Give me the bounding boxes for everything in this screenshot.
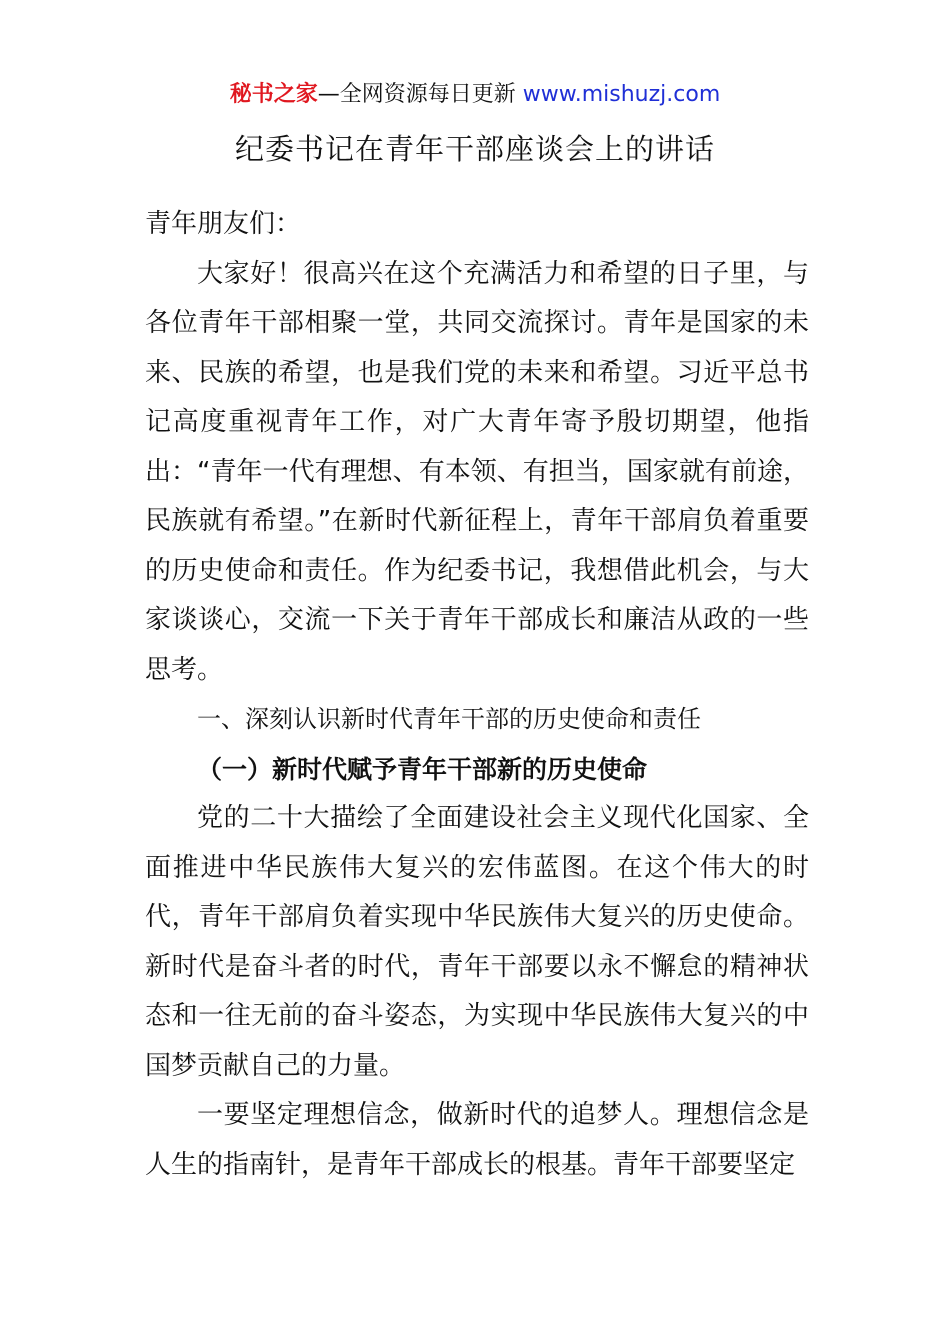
subsection-heading: （一）新时代赋予青年干部新的历史使命 — [197, 754, 648, 784]
document-body — [145, 200, 809, 1190]
salutation: 青年朋友们： — [145, 209, 302, 239]
paragraph-ideals: 一要坚定理想信念，做新时代的追梦人。理想信念是人生的指南针，是青年干部成长的根基。青年干部要坚定 — [145, 1100, 809, 1180]
paragraph-mission: 党的二十大描绘了全面建设社会主义现代化国家、全面推进中华民族伟大复兴的宏伟蓝图。在这个伟大的时代，青年干部肩负着实现中华民族伟大复兴的历史使命。新时代是奋斗者的时代，青年干部要以永不懈怠的精神状态和一往无前的奋斗姿态，为实现中华民族伟大复兴的中国梦贡献自己的力量。 — [145, 803, 809, 1081]
site-header — [0, 78, 950, 112]
site-url-link[interactable]: www.mishuzj.com — [522, 82, 721, 107]
section-heading: 一、深刻认识新时代青年干部的历史使命和责任 — [197, 705, 701, 733]
paragraph-opening: 大家好！很高兴在这个充满活力和希望的日子里，与各位青年干部相聚一堂，共同交流探讨。青年是国家的未来、民族的希望，也是我们党的未来和希望。习近平总书记高度重视青年工作，对广大青年寄予殷切期望，他指出：“青年一代有理想、有本领、有担当，国家就有前途，民族就有希望。”在新时代新征程上，青年干部肩负着重要的历史使命和责任。作为纪委书记，我想借此机会，与大家谈谈心，交流一下关于青年干部成长和廉洁从政的一些思考。 — [145, 258, 809, 685]
document-title: 纪委书记在青年干部座谈会上的讲话 — [234, 132, 715, 166]
site-brand: 秘书之家 — [229, 82, 318, 107]
site-tagline: —全网资源每日更新 — [317, 82, 523, 107]
